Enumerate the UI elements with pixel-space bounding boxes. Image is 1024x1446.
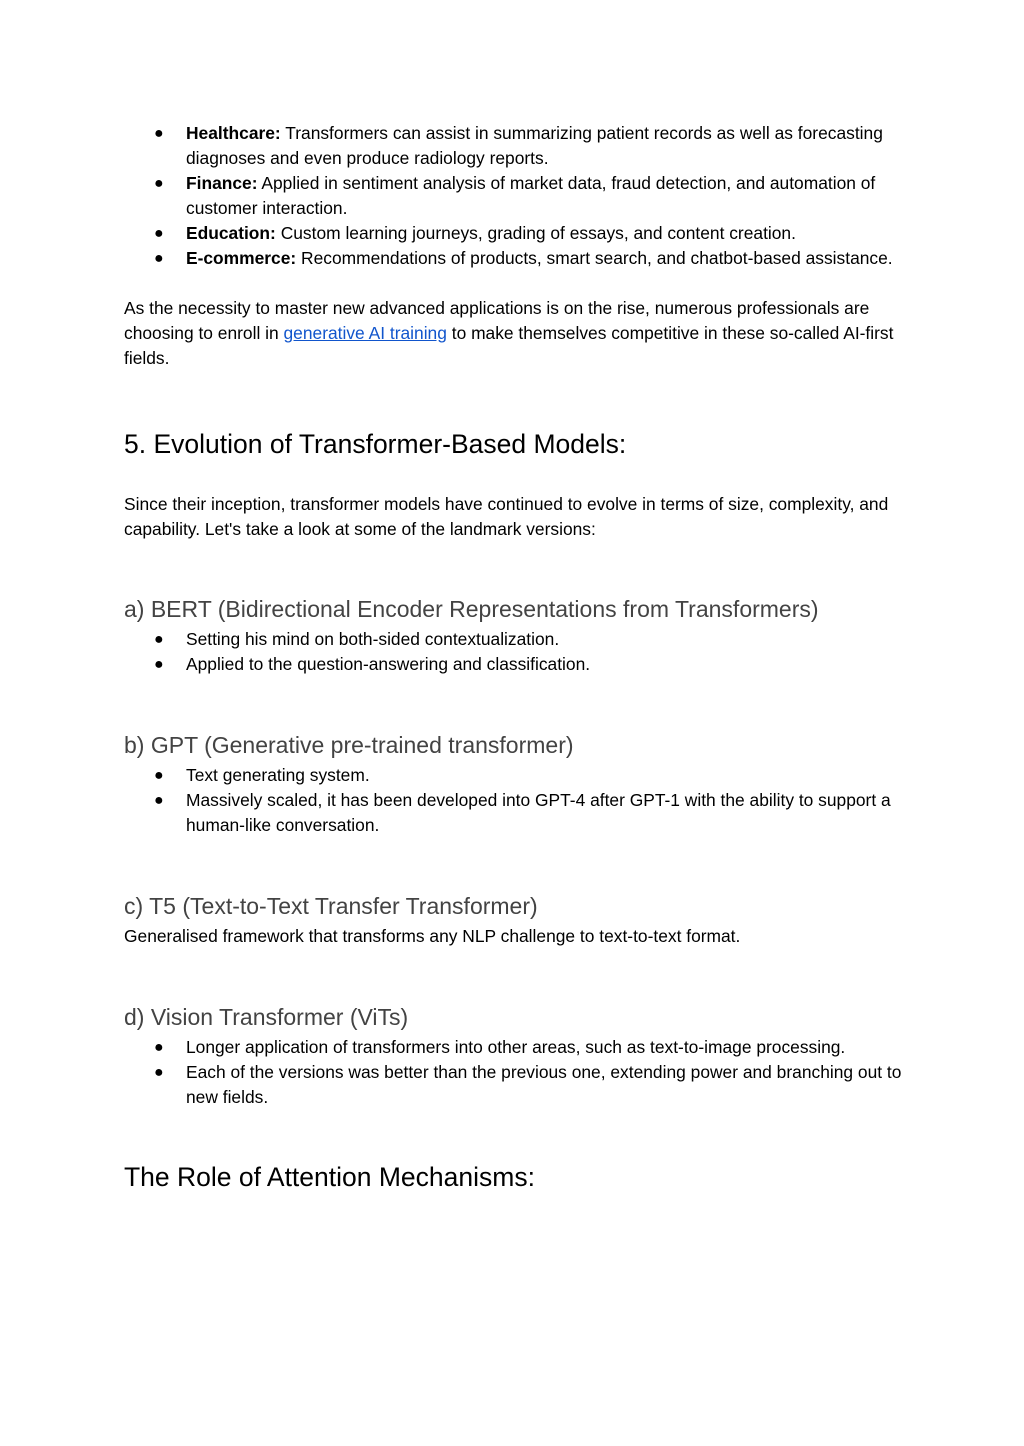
bert-list [124,627,904,677]
bullet-icon: ● [154,631,164,648]
generative-ai-training-link[interactable]: generative AI training [283,323,447,343]
list-item-text: Text generating system. [186,765,370,785]
list-item [154,121,904,171]
list-item-text: Longer application of transformers into other areas, such as text-to-image processing. [186,1037,846,1057]
list-item-text: Massively scaled, it has been developed into GPT-4 after GPT-1 with the ability to support a human-like conversation. [186,790,891,835]
bullet-icon: ● [154,125,164,142]
bullet-icon: ● [154,175,164,192]
industry-list [124,121,904,271]
list-item [154,221,904,246]
list-item-term: Healthcare: [186,123,281,143]
bullet-icon: ● [154,656,164,673]
gpt-heading: b) GPT (Generative pre-trained transformer) [124,732,574,758]
list-item [154,1035,904,1060]
list-item-text: Recommendations of products, smart search, and chatbot-based assistance. [296,248,893,268]
bullet-icon: ● [154,792,164,809]
list-item [154,246,904,271]
list-item [154,1060,904,1110]
bullet-icon: ● [154,1039,164,1056]
list-item-text: Applied in sentiment analysis of market data, fraud detection, and automation of customer interaction. [186,173,876,218]
bullet-icon: ● [154,225,164,242]
list-item-term: Education: [186,223,276,243]
list-item [154,627,904,652]
list-item-text: Custom learning journeys, grading of essays, and content creation. [275,223,796,243]
vit-heading: d) Vision Transformer (ViTs) [124,1004,409,1030]
attention-heading: The Role of Attention Mechanisms: [124,1162,535,1192]
bert-heading: a) BERT (Bidirectional Encoder Representations from Transformers) [124,596,819,622]
vit-list [124,1035,904,1110]
intro-text-before: As the necessity to master new advanced applications is on the rise, numerous professionals are choosing to enroll in [124,298,870,343]
section-5-paragraph: Since their inception, transformer models have continued to evolve in terms of size, complexity, and capability. Let's take a look at some of the landmark versions: [124,494,889,539]
gpt-list [124,763,904,838]
list-item [154,171,904,221]
t5-heading: c) T5 (Text-to-Text Transfer Transformer) [124,893,538,919]
bullet-icon: ● [154,250,164,267]
list-item-text: Applied to the question-answering and classification. [186,654,591,674]
document-page [124,121,904,1194]
bullet-icon: ● [154,1064,164,1081]
bullet-icon: ● [154,767,164,784]
list-item [154,763,904,788]
list-item-text: Transformers can assist in summarizing patient records as well as forecasting diagnoses and even produce radiology reports. [186,123,883,168]
t5-paragraph: Generalised framework that transforms any NLP challenge to text-to-text format. [124,926,741,946]
list-item-term: E-commerce: [186,248,297,268]
list-item-text: Setting his mind on both-sided contextualization. [186,629,560,649]
section-5-heading: 5. Evolution of Transformer-Based Models: [124,429,627,459]
list-item-text: Each of the versions was better than the previous one, extending power and branching out to new fields. [186,1062,902,1107]
intro-paragraph [124,296,904,371]
list-item-term: Finance: [186,173,258,193]
list-item [154,652,904,677]
list-item [154,788,904,838]
intro-text-after: to make themselves competitive in these so-called AI-first fields. [124,323,894,368]
